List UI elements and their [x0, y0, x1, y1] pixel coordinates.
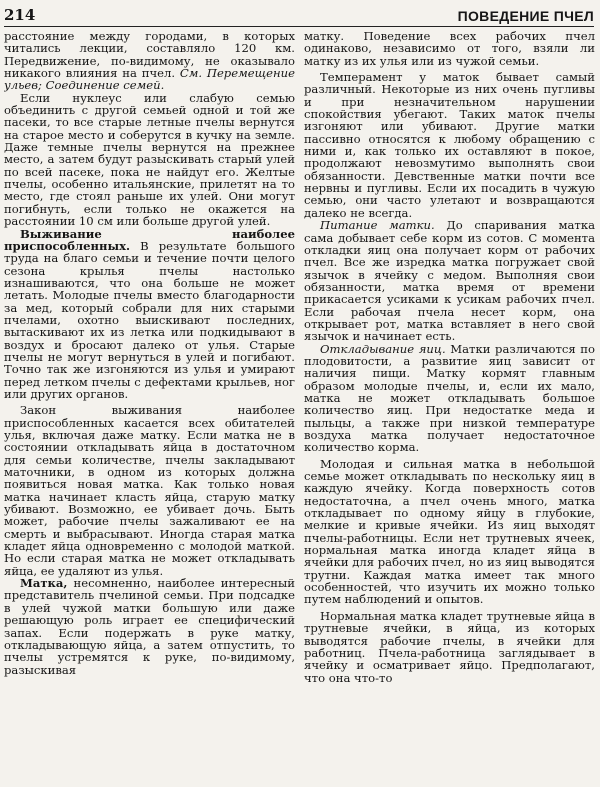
section-term: Выживание наиболее приспособленных. — [4, 226, 295, 253]
right-column — [304, 30, 595, 781]
paragraph: Нормальная матка кладет трутневые яйца в трутневые ячейки, в яйца, из которых выводятся рабочие пчелы, в ячейки для работниц. Пчела-работница заглядывает в ячейку и осматривает яйцо. Предполагают, что она что-то — [304, 608, 595, 685]
paragraph: Темперамент у маток бывает самый различный. Некоторые из них очень пугливы и при незначительном нарушении спокойствия убегают. Таких маток пчелы изгоняют или убивают. Другие матки пассивно относятся к любому обращению с ними и, как только их оставляют в покое, продолжают невозмутимо выполнять свои обязанности. Девственные матки почти все нервны и пугливы. Если их посадить в чужую семью, они часто улетают и возвращаются далеко не всегда. — [304, 70, 595, 220]
page-header — [4, 2, 594, 27]
paragraph-text: несомненно, наиболее интересный представитель пчелиной семьи. При подсадке в улей чужой матки большую или даже решающую роль играет ее специфический запах. Если подержать в руке матку, откладывающую яйца, а затем отпустить, то пчелы устремятся к руке, по-видимому, разыскивая — [4, 576, 295, 677]
paragraph-text: Матки различаются по плодовитости, а развитие яиц зависит от наличия пищи. Матку кормят главным образом молодые пчелы, и, если их мало, матка не может откладывать большое количество яиц. При недостатке меда и пыльцы, а также при низкой температуре воздуха матка получает недостаточное количество корма. — [304, 341, 595, 455]
page-number: 214 — [4, 6, 36, 24]
section-term: Матка, — [20, 576, 68, 591]
paragraph: Закон выживания наиболее приспособленных касается всех обитателей улья, включая даже матку. Если матка не в состоянии откладывать яйца в достаточном для семьи количестве, пчелы закладывают маточники, в одном из которых должна появиться новая матка. Как только новая матка начинает класть яйца, старую матку убивают. Возможно, ее убивает дочь. Быть может, рабочие пчелы зажаливают ее на смерть и выбрасывают. Иногда старая матка кладет яйца одновременно с молодой маткой. Но если старая матка не может откладывать яйца, ее удаляют из улья. — [4, 403, 295, 578]
paragraph-text: До спаривания матка сама добывает себе корм из сотов. С момента откладки яиц она получает корм от рабочих пчел. Все же изредка матка погружает свой язычок в ячейку с медом. Выполняя свои обязанности, матка время от времени прикасается усиками к усикам рабочих пчел. Если рабочая пчела несет корм, она открывает рот, матка вставляет в него свой язычок и начинает есть. — [304, 218, 595, 344]
paragraph — [4, 228, 295, 401]
section-term: Питание матки. — [320, 218, 435, 233]
paragraph — [304, 343, 595, 454]
paragraph: матку. Поведение всех рабочих пчел одинаково, независимо от того, взяли ли матку из их улья или из чужой семьи. — [304, 30, 595, 68]
left-column — [4, 30, 295, 781]
cross-reference: См. Перемещение ульев; Соединение семей. — [4, 66, 295, 93]
paragraph: Если нуклеус или слабую семью объединить с другой семьей одной и той же пасеки, то все старые летные пчелы вернутся на старое место и соберутся в кучку на земле. Даже темные пчелы вернутся на прежнее место, а затем будут разыскивать старый улей по всей пасеке, пока не найдут его. Желтые пчелы, особенно итальянские, прилетят на то место, где стоял раньше их улей. Они могут погибнуть, если только не окажется на расстоянии 10 см или больше другой улей. — [4, 90, 295, 229]
paragraph — [4, 30, 295, 92]
section-term: Откладывание яиц. — [320, 341, 446, 356]
paragraph: Молодая и сильная матка в небольшой семье может откладывать по нескольку яиц в каждую ячейку. Когда поверхность сотов недостаточна, а пчел очень много, матка откладывает по одному яйцу в глубокие, мелкие и кривые ячейки. Из яиц выходят пчелы-работницы. Если нет трутневых ячеек, нормальная матка иногда кладет яйца в ячейки для рабочих пчел, но из яиц выводятся трутни. Каждая матка имеет так много особенностей, что изучить их можно только путем наблюдений и опытов. — [304, 456, 595, 607]
paragraph-text: расстояние между городами, в которых читались лекции, составляло 120 км. Передвижение, по-видимому, не оказывало никакого влияния на пчел. — [4, 30, 295, 81]
running-title: ПОВЕДЕНИЕ ПЧЕЛ — [457, 8, 594, 24]
paragraph — [4, 577, 295, 676]
paragraph-text: В результате большого труда на благо семьи и течение почти целого сезона крылья пчелы настолько изнашиваются, что она больше не может летать. Молодые пчелы вместо благодарности за мед, который собрали для них старыми пчелами, охотно выискивают последних, вытаскивают их из летка или подкидывают в воздух и бросают далеко от улья. Старые пчелы не могут вернуться в улей и погибают. Точно так же изгоняются из улья и умирают перед летком пчелы с дефектами крыльев, ног или других органов. — [4, 238, 295, 401]
paragraph — [304, 219, 595, 342]
